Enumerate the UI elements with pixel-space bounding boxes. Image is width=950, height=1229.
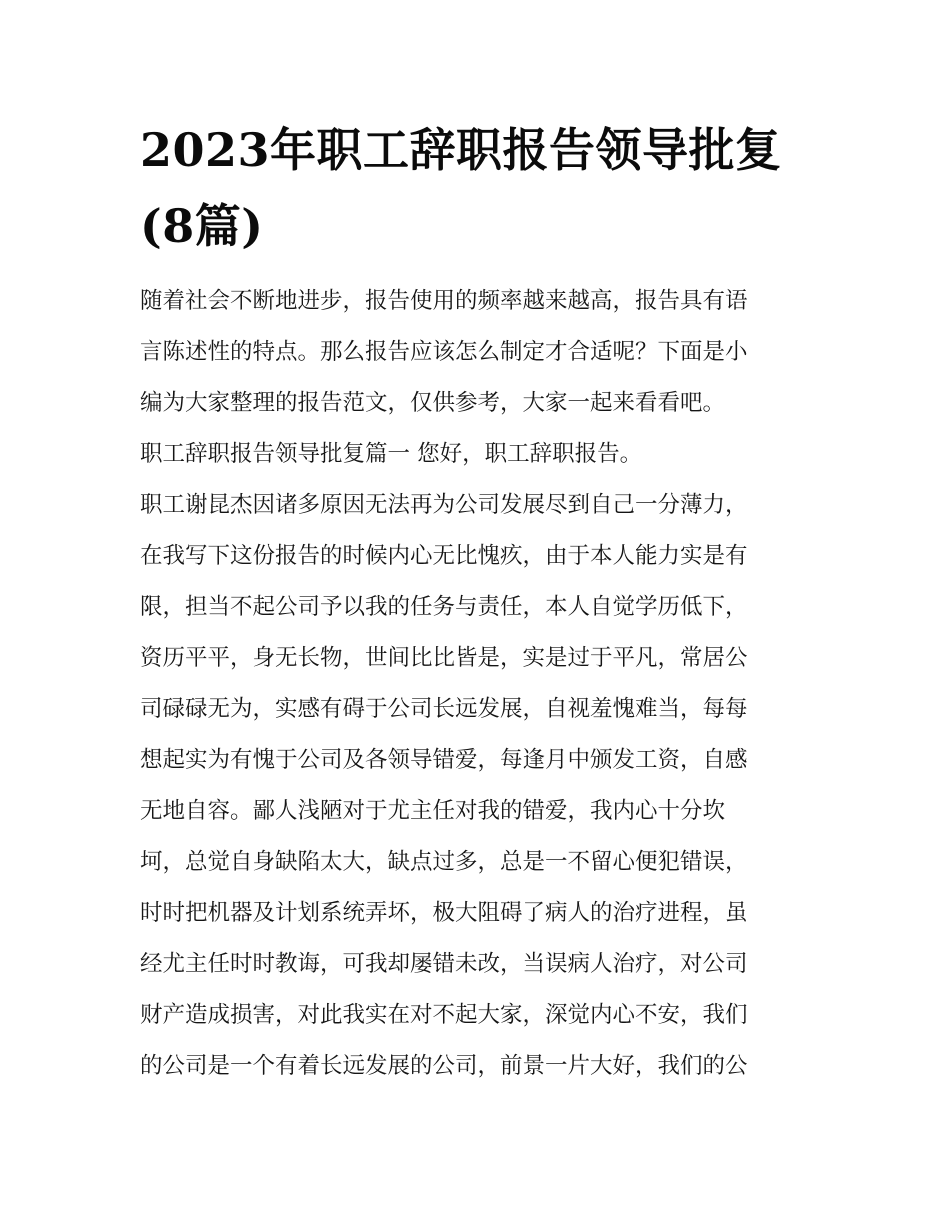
body-line: 限，担当不起公司予以我的任务与责任，本人自觉学历低下，: [140, 594, 748, 620]
body-line: 经尤主任时时教诲，可我却屡错未改，当误病人治疗，对公司: [140, 951, 748, 977]
body-line: 职工辞职报告领导批复篇一 您好，职工辞职报告。: [140, 441, 643, 467]
title-line-2: (8篇): [140, 199, 264, 253]
body-line: 资历平平，身无长物，世间比比皆是，实是过于平凡，常居公: [140, 645, 748, 671]
body-line: 随着社会不断地进步，报告使用的频率越来越高，报告具有语: [140, 288, 748, 314]
body-line: 司碌碌无为，实感有碍于公司长远发展，自视羞愧难当，每每: [140, 696, 748, 722]
body-line: 坷，总觉自身缺陷太大，缺点过多，总是一不留心便犯错误，: [140, 849, 748, 875]
body-line: 无地自容。鄙人浅陋对于尤主任对我的错爱，我内心十分坎: [140, 798, 726, 824]
body-line: 言陈述性的特点。那么报告应该怎么制定才合适呢？下面是小: [140, 339, 748, 365]
body-line: 财产造成损害，对此我实在对不起大家，深觉内心不安，我们: [140, 1002, 748, 1028]
body-line: 想起实为有愧于公司及各领导错爱，每逢月中颁发工资，自感: [140, 747, 748, 773]
document-title: [140, 112, 820, 264]
body-line: 编为大家整理的报告范文，仅供参考，大家一起来看看吧。: [140, 390, 726, 416]
title-line-1: 2023年职工辞职报告领导批复: [140, 123, 782, 177]
document-body: [140, 280, 820, 1096]
body-line: 时时把机器及计划系统弄坏，极大阻碍了病人的治疗进程，虽: [140, 900, 748, 926]
body-line: 职工谢昆杰因诸多原因无法再为公司发展尽到自己一分薄力，: [140, 492, 748, 518]
body-line: 在我写下这份报告的时候内心无比愧疚，由于本人能力实是有: [140, 543, 748, 569]
body-line: 的公司是一个有着长远发展的公司，前景一片大好，我们的公: [140, 1053, 748, 1079]
